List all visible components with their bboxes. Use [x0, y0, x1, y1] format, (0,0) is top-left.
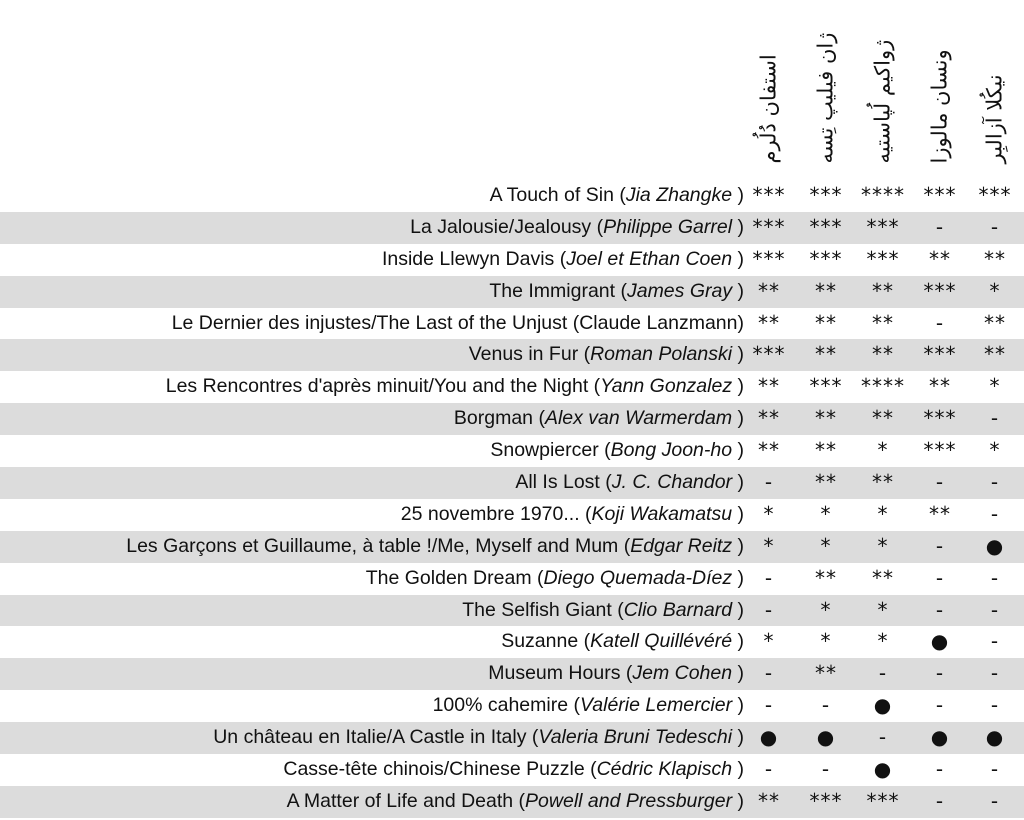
- rating-cell: -: [764, 757, 774, 782]
- rating-cell: *: [877, 438, 889, 463]
- rating-cell: -: [990, 661, 1000, 686]
- film-name: Venus in Fur (: [468, 343, 591, 366]
- director-name: Yann Gonzalez: [600, 375, 733, 398]
- critic-column-header: [740, 0, 798, 178]
- critic-name: ژان فیلیپ تِسه: [813, 32, 838, 164]
- rating-cell: **: [872, 470, 894, 495]
- director-name: Clio Barnard: [623, 598, 733, 621]
- film-title: [469, 339, 744, 371]
- rating-cell: **: [929, 501, 951, 526]
- film-name: La Jalousie/Jealousy (: [410, 215, 604, 238]
- table-row: [0, 563, 1024, 595]
- title-close: ): [732, 343, 744, 366]
- critic-name: نیکُلا آزالبِر: [982, 74, 1007, 164]
- table-row: [0, 658, 1024, 690]
- rating-cell: ***: [923, 438, 957, 463]
- director-name: Valérie Lemercier: [579, 694, 733, 717]
- rating-cell: ●: [873, 757, 893, 782]
- rating-cell: ***: [866, 214, 900, 239]
- director-name: Roman Polanski: [590, 343, 733, 366]
- rating-cell: ***: [809, 788, 843, 813]
- table-row: [0, 212, 1024, 244]
- rating-cell: ***: [809, 246, 843, 271]
- rating-cell: **: [815, 310, 837, 335]
- film-title: [213, 722, 744, 754]
- rating-cell: -: [990, 597, 1000, 622]
- rating-cell: *: [989, 438, 1001, 463]
- table-row: [0, 626, 1024, 658]
- rating-cell: **: [929, 374, 951, 399]
- film-title: [489, 276, 744, 308]
- film-title: [515, 467, 744, 499]
- rating-cell: -: [990, 501, 1000, 526]
- film-title: [401, 499, 744, 531]
- film-name: 100% cahemire (: [432, 694, 580, 717]
- rating-cell: *: [989, 374, 1001, 399]
- rating-cell: *: [877, 501, 889, 526]
- title-close: ): [732, 502, 744, 525]
- film-title: [488, 658, 744, 690]
- film-name: The Immigrant (: [489, 279, 627, 302]
- title-close: ): [732, 407, 744, 430]
- table-row: [0, 435, 1024, 467]
- film-title: [410, 212, 744, 244]
- director-name: James Gray: [626, 279, 733, 302]
- film-name: The Golden Dream (: [365, 566, 544, 589]
- rating-cell: -: [764, 565, 774, 590]
- rating-cell: **: [758, 278, 780, 303]
- director-name: Cédric Klapisch: [596, 758, 733, 781]
- rating-cell: -: [990, 214, 1000, 239]
- rating-cell: ***: [866, 788, 900, 813]
- rating-cell: ●: [985, 725, 1005, 750]
- rating-cell: -: [935, 470, 945, 495]
- rating-cell: ****: [861, 183, 905, 207]
- rating-cell: -: [764, 597, 774, 622]
- rating-cell: *: [877, 629, 889, 654]
- rating-cell: **: [872, 342, 894, 367]
- ratings-table: [0, 180, 1024, 818]
- rating-cell: ***: [752, 342, 786, 367]
- rating-cell: -: [935, 693, 945, 718]
- title-close: ): [732, 279, 744, 302]
- table-row: [0, 244, 1024, 276]
- rating-cell: *: [877, 533, 889, 558]
- rating-cell: **: [984, 310, 1006, 335]
- table-row: [0, 180, 1024, 212]
- title-close: ): [732, 439, 744, 462]
- rating-cell: **: [815, 406, 837, 431]
- rating-cell: -: [878, 725, 888, 750]
- critic-column-header: [966, 0, 1024, 178]
- critics-header: [0, 0, 1024, 178]
- rating-cell: **: [758, 374, 780, 399]
- film-name: Inside Llewyn Davis (: [381, 247, 567, 270]
- rating-cell: -: [935, 788, 945, 813]
- table-row: [0, 499, 1024, 531]
- rating-cell: **: [758, 406, 780, 431]
- director-name: Philippe Garrel: [603, 215, 733, 238]
- film-name: Suzanne (: [501, 630, 591, 653]
- film-name: Les Rencontres d'après minuit/You and the Night (: [165, 375, 601, 398]
- rating-cell: *: [763, 501, 775, 526]
- rating-cell: ●: [816, 725, 836, 750]
- director-name: Koji Wakamatsu: [591, 502, 733, 525]
- title-close: ): [732, 694, 744, 717]
- film-name: A Matter of Life and Death (: [286, 789, 526, 812]
- rating-cell: ●: [985, 533, 1005, 558]
- critic-column-header: [797, 0, 855, 178]
- film-title: [126, 531, 744, 563]
- rating-cell: **: [872, 310, 894, 335]
- rating-cell: -: [821, 757, 831, 782]
- rating-cell: -: [935, 214, 945, 239]
- title-close: ): [732, 566, 744, 589]
- rating-cell: ●: [873, 693, 893, 718]
- rating-cell: ***: [923, 406, 957, 431]
- critic-column-header: [911, 0, 969, 178]
- film-name: 25 novembre 1970... (: [400, 502, 592, 525]
- film-title: [283, 754, 744, 786]
- director-name: Powell and Pressburger: [525, 789, 733, 812]
- rating-cell: -: [990, 470, 1000, 495]
- rating-cell: **: [872, 278, 894, 303]
- rating-cell: ***: [809, 374, 843, 399]
- film-name: Museum Hours (: [488, 662, 633, 685]
- rating-cell: -: [764, 661, 774, 686]
- title-close: ): [732, 247, 744, 270]
- rating-cell: ***: [752, 246, 786, 271]
- rating-cell: -: [990, 406, 1000, 431]
- rating-cell: **: [815, 661, 837, 686]
- film-title: [462, 595, 744, 627]
- rating-cell: ***: [752, 214, 786, 239]
- rating-cell: *: [820, 597, 832, 622]
- rating-cell: **: [815, 565, 837, 590]
- critic-name: استفان دُلُرم: [756, 54, 781, 164]
- director-name: J. C. Chandor: [611, 471, 733, 494]
- critic-name: ونسان مالوزا: [927, 49, 952, 164]
- rating-cell: ***: [809, 183, 843, 207]
- title-close: ): [732, 184, 744, 206]
- film-title: [287, 786, 744, 818]
- rating-cell: **: [815, 342, 837, 367]
- film-title: [366, 563, 744, 595]
- film-title: [501, 626, 744, 658]
- film-title: [172, 308, 744, 340]
- rating-cell: -: [878, 661, 888, 686]
- rating-cell: **: [984, 342, 1006, 367]
- rating-cell: -: [935, 757, 945, 782]
- table-row: [0, 722, 1024, 754]
- director-name: Jia Zhangke: [625, 184, 733, 206]
- rating-cell: **: [758, 438, 780, 463]
- table-row: [0, 754, 1024, 786]
- film-name: Un château en Italie/A Castle in Italy (: [213, 726, 539, 749]
- rating-cell: **: [815, 470, 837, 495]
- rating-cell: ***: [809, 214, 843, 239]
- title-close: ): [732, 758, 744, 781]
- rating-cell: -: [935, 565, 945, 590]
- rating-cell: -: [935, 310, 945, 335]
- critic-column-header: [854, 0, 912, 178]
- director-name: Diego Quemada-Díez: [543, 566, 733, 589]
- rating-cell: -: [764, 470, 774, 495]
- rating-cell: ***: [866, 246, 900, 271]
- rating-cell: ***: [923, 183, 957, 207]
- director-name: Katell Quillévéré: [590, 630, 733, 653]
- title-close: ): [732, 471, 744, 494]
- rating-cell: ***: [923, 342, 957, 367]
- table-row: [0, 595, 1024, 627]
- rating-cell: **: [815, 278, 837, 303]
- rating-cell: -: [935, 597, 945, 622]
- rating-cell: *: [820, 533, 832, 558]
- title-close: ): [732, 789, 744, 812]
- director-name: Joel et Ethan Coen: [566, 247, 733, 270]
- rating-cell: **: [872, 565, 894, 590]
- rating-cell: **: [815, 438, 837, 463]
- rating-cell: -: [990, 693, 1000, 718]
- rating-cell: ***: [923, 278, 957, 303]
- film-title: [433, 690, 744, 722]
- director-name: Bong Joon-ho: [610, 439, 733, 462]
- rating-cell: **: [929, 246, 951, 271]
- rating-cell: -: [990, 788, 1000, 813]
- rating-cell: *: [877, 597, 889, 622]
- film-name: Casse-tête chinois/Chinese Puzzle (: [283, 758, 597, 781]
- rating-cell: **: [758, 310, 780, 335]
- rating-cell: -: [935, 661, 945, 686]
- critic-name: ژواکیم لُپاستیه: [870, 39, 895, 164]
- rating-cell: -: [935, 533, 945, 558]
- table-row: [0, 308, 1024, 340]
- film-name: The Selfish Giant (: [462, 598, 624, 621]
- film-title: [382, 244, 744, 276]
- rating-cell: ●: [930, 725, 950, 750]
- rating-cell: -: [990, 629, 1000, 654]
- rating-cell: *: [989, 278, 1001, 303]
- rating-cell: ***: [752, 183, 786, 207]
- rating-cell: -: [821, 693, 831, 718]
- title-close: ): [732, 215, 744, 238]
- rating-cell: *: [763, 533, 775, 558]
- table-row: [0, 403, 1024, 435]
- title-close: ): [732, 598, 744, 621]
- table-row: [0, 339, 1024, 371]
- director-name: Alex van Warmerdam: [544, 407, 733, 430]
- table-row: [0, 276, 1024, 308]
- director-name: Edgar Reitz: [630, 534, 733, 557]
- rating-cell: -: [990, 757, 1000, 782]
- title-close: ): [732, 534, 744, 557]
- title-close: ): [732, 726, 744, 749]
- film-name: Borgman (: [453, 407, 545, 430]
- film-title: [166, 371, 744, 403]
- film-name: A Touch of Sin (: [489, 184, 626, 206]
- film-name: Snowpiercer (: [490, 439, 611, 462]
- film-name: All Is Lost (: [515, 471, 612, 494]
- rating-cell: *: [820, 501, 832, 526]
- rating-cell: ●: [759, 725, 779, 750]
- rating-cell: **: [758, 788, 780, 813]
- table-row: [0, 467, 1024, 499]
- title-close: ): [732, 662, 744, 685]
- table-row: [0, 371, 1024, 403]
- film-name: Les Garçons et Guillaume, à table !/Me, Myself and Mum (: [126, 534, 631, 557]
- rating-cell: *: [763, 629, 775, 654]
- rating-cell: **: [984, 246, 1006, 271]
- director-name: Jem Cohen: [632, 662, 733, 685]
- director-name: Valeria Bruni Tedeschi: [538, 726, 733, 749]
- table-row: [0, 531, 1024, 563]
- rating-cell: **: [872, 406, 894, 431]
- title-close: ): [732, 375, 744, 398]
- rating-cell: -: [990, 565, 1000, 590]
- rating-cell: -: [764, 693, 774, 718]
- table-row: [0, 690, 1024, 722]
- rating-cell: ●: [930, 629, 950, 654]
- table-row: [0, 786, 1024, 818]
- rating-cell: ***: [978, 183, 1012, 207]
- title-close: ): [732, 630, 744, 653]
- film-title: [490, 435, 744, 467]
- rating-cell: *: [820, 629, 832, 654]
- film-title: [490, 180, 744, 212]
- film-title: [454, 403, 744, 435]
- rating-cell: ****: [861, 374, 905, 399]
- film-name: Le Dernier des injustes/The Last of the Unjust (Claude Lanzmann): [171, 311, 744, 334]
